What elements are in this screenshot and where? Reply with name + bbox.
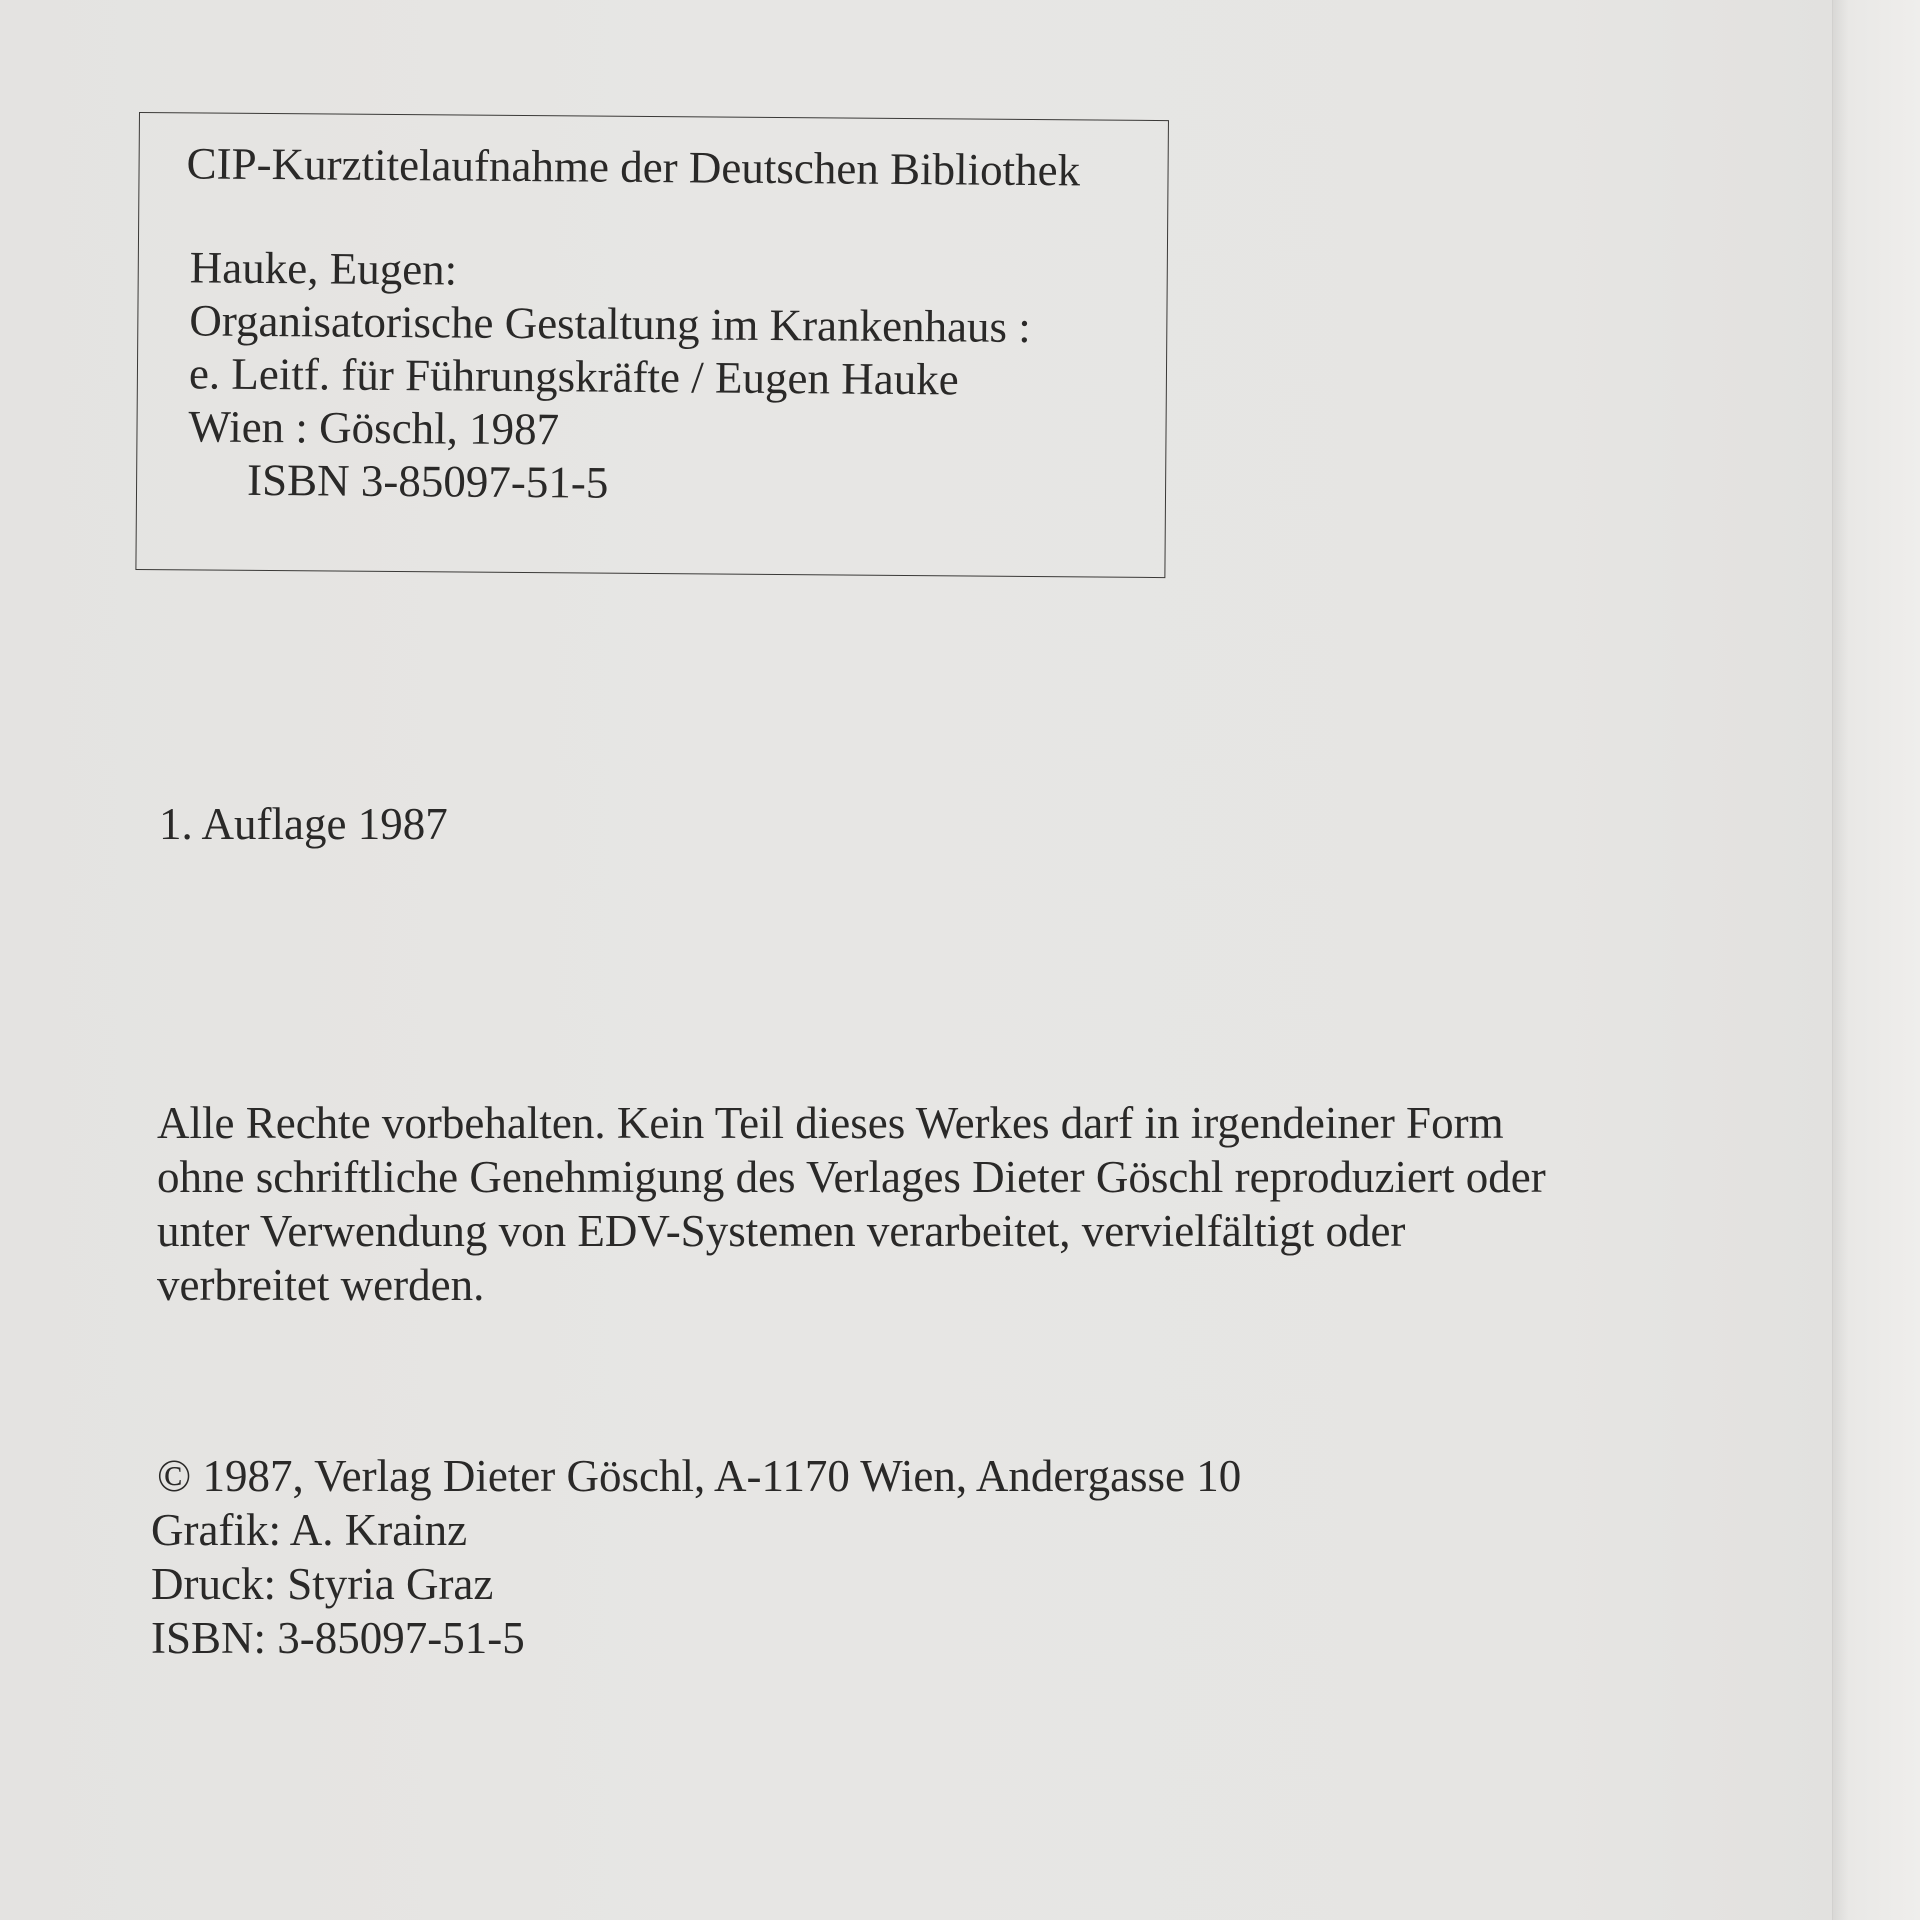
cip-record-box <box>135 112 1169 578</box>
cip-heading: CIP-Kurztitelaufnahme der Deutschen Bibliothek <box>186 138 1081 196</box>
printing-credit: Druck: Styria Graz <box>151 1559 494 1609</box>
graphics-credit: Grafik: A. Krainz <box>151 1505 468 1555</box>
cip-isbn: ISBN 3-85097-51-5 <box>246 454 609 508</box>
cip-title-line-2: e. Leitf. für Führungskräfte / Eugen Hauke <box>188 348 959 405</box>
rights-line: unter Verwendung von EDV-Systemen verarbeitet, vervielfältigt oder <box>157 1206 1406 1256</box>
edition-note: 1. Auflage 1987 <box>159 799 448 849</box>
copyright-line: © 1987, Verlag Dieter Göschl, A-1170 Wien, Andergasse 10 <box>157 1451 1242 1501</box>
rights-line: Alle Rechte vorbehalten. Kein Teil dieses Werkes darf in irgendeiner Form <box>157 1098 1504 1148</box>
rights-notice <box>157 1096 1546 1312</box>
page-edge <box>1832 0 1920 1920</box>
colophon <box>151 1449 1241 1665</box>
cip-author: Hauke, Eugen: <box>189 242 458 295</box>
rights-line: ohne schriftliche Genehmigung des Verlages Dieter Göschl reproduziert oder <box>157 1152 1546 1202</box>
cip-imprint: Wien : Göschl, 1987 <box>188 401 560 455</box>
rights-line: verbreitet werden. <box>157 1260 485 1310</box>
colophon-isbn: ISBN: 3-85097-51-5 <box>151 1613 525 1663</box>
cip-title-line-1: Organisatorische Gestaltung im Krankenhaus : <box>189 295 1032 353</box>
